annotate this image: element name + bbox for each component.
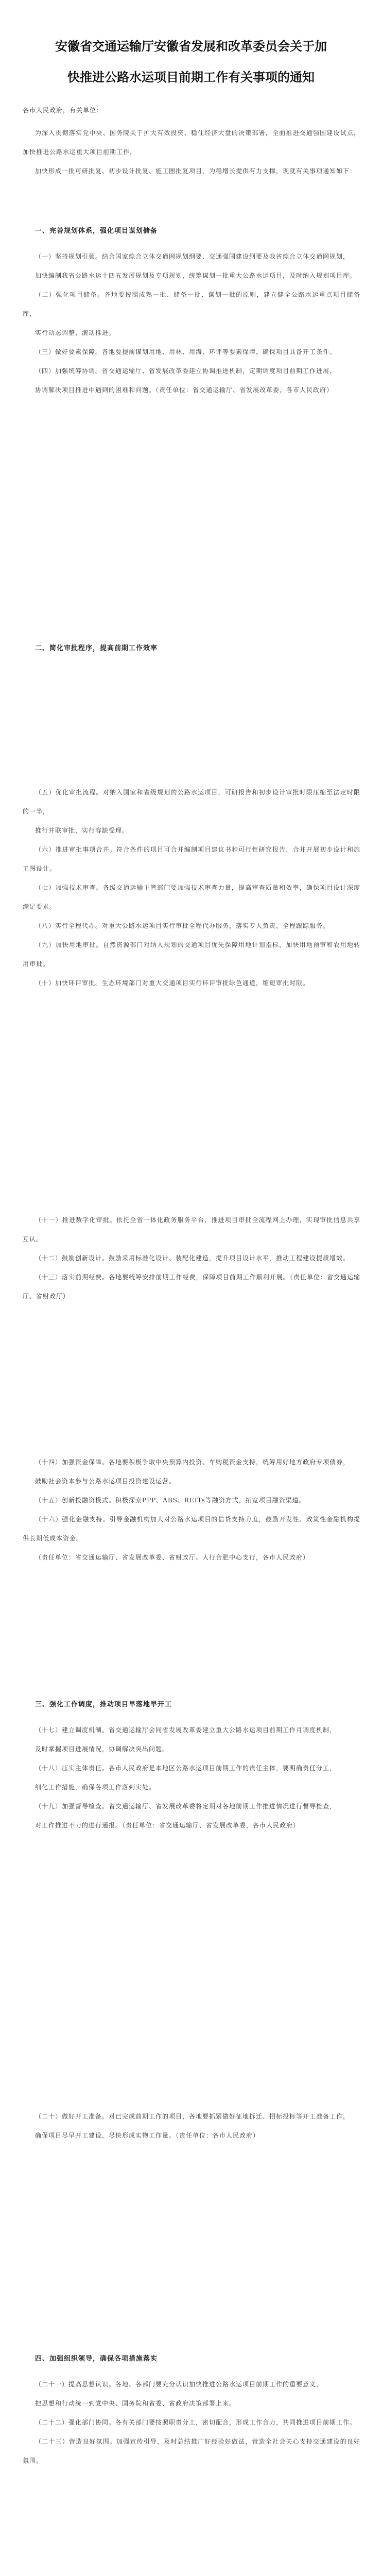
- paragraph: （九）加快用地审批。自然资源部门对纳入规划的交通项目优先保障用地计划指标，加快用地预审和农用地转用审批。: [23, 941, 360, 968]
- paragraph: 协调解决项目推进中遇到的困难和问题。（责任单位：省交通运输厅、省发展改革委，各市人民政府）: [35, 386, 334, 394]
- title-line-2: 快推进公路水运项目前期工作有关事项的通知: [67, 70, 315, 84]
- paragraph: （六）推进审批事项合并。符合条件的项目可合并编制项目建议书和可行性研究报告，合并开展初步设计和施工图设计。: [23, 846, 360, 872]
- paragraph: 把思想和行动统一到党中央、国务院和省委、省政府决策部署上来。: [35, 2400, 236, 2407]
- paragraph: （十四）加强资金保障。各地要积极争取中央预算内投资、车购税资金支持，统筹用好地方政府专项债券，: [35, 1459, 350, 1466]
- paragraph: （十一）推进数字化审批。依托全省一体化政务服务平台，推进项目审批全流程网上办理，实现审批信息共享互认。: [23, 1216, 360, 1243]
- paragraph: 对工作推进不力的进行通报。（责任单位：省交通运输厅、省发展改革委，各市人民政府）: [35, 1822, 300, 1829]
- section-s5: [23, 783, 360, 993]
- section-s6: [23, 1211, 360, 1306]
- paragraph: （八）实行全程代办。对重大公路水运项目实行审批全程代办服务，落实专人负责，全程跟踪服务。: [35, 922, 330, 929]
- paragraph: （十五）创新投融资模式。积极探索PPP、ABS、REITs等融资方式，拓宽项目融资渠道。: [35, 1497, 306, 1504]
- paragraph: （十九）加强督导检查。省交通运输厅、省发展改革委将定期对各地前期工作推进情况进行督导检查，: [35, 1803, 337, 1810]
- section-s10: [23, 2107, 360, 2145]
- paragraph: （一）坚持规划引领。结合国家综合立体交通网规划纲要、交通强国建设纲要及我省综合立体交通网规划，: [35, 253, 350, 260]
- paragraph: 推行并联审批，实行容缺受理。: [35, 827, 129, 834]
- paragraph: （三）做好要素保障。各地要提前谋划用地、用林、用海、环评等要素保障，确保项目具备开工条件。: [35, 348, 337, 355]
- salutation-text: 各市人民政府，有关单位：: [23, 107, 103, 114]
- paragraph: （十六）强化金融支持。引导金融机构加大对公路水运项目的信贷支持力度，鼓励开发性、政策性金融机构提供长期低成本资金。: [23, 1516, 360, 1542]
- paragraph: （十二）鼓励创新设计。鼓励采用标准化设计、装配化建造，提升项目设计水平，推动工程建设提质增效。: [35, 1255, 350, 1262]
- paragraph: 确保项目尽早开工建设，尽快形成实物工作量。（责任单位：各市人民政府）: [35, 2132, 260, 2139]
- paragraph: （十）加快环评审批。生态环境部门对重大交通项目实行环评审批绿色通道，缩短审批时限。: [35, 979, 310, 987]
- heading: 四、加强组织领导，确保各项措施落实: [35, 2355, 158, 2363]
- section-heading-2: [23, 639, 360, 658]
- section-s12: [23, 2375, 360, 2470]
- title-line-1: 安徽省交通运输厅安徽省发展和改革委员会关于加: [55, 39, 327, 54]
- paragraph: （五）优化审批流程。对纳入国家和省级规划的公路水运项目，可研报告和初步设计审批时限压缩至法定时限的一半，: [23, 789, 360, 815]
- paragraph: 鼓励社会资本参与公路水运项目投资建设运营。: [35, 1478, 176, 1485]
- paragraph: 细化工作措施，确保各项工作落到实处。: [35, 1784, 156, 1791]
- paragraph: （二十二）强化部门协同。各有关部门要按照职责分工，密切配合，形成工作合力，共同推进项目前期工作。: [35, 2419, 357, 2426]
- paragraph: （责任单位：省交通运输厅、省发展改革委、省财政厅、人行合肥中心支行，各市人民政府）: [35, 1554, 310, 1561]
- section-s9: [23, 1721, 360, 1835]
- paragraph: （二十一）提高思想认识。各地、各部门要充分认识加快推进公路水运项目前期工作的重要意义，: [35, 2381, 323, 2388]
- paragraph: （四）加强统筹协调。省交通运输厅、省发展改革委建立协调推进机制，定期调度项目前期工作进展，: [35, 367, 337, 375]
- heading: 二、简化审批程序，提高前期工作效率: [35, 645, 158, 652]
- paragraph: 实行动态调整，滚动推进。: [35, 329, 116, 336]
- section-heading-3: [23, 1695, 360, 1714]
- paragraph: 及时掌握项目进展情况，协调解决突出问题。: [35, 1745, 169, 1753]
- paragraph: （十八）压实主体责任。各市人民政府是本地区公路水运项目前期工作的责任主体，要明确责任分工，: [35, 1765, 337, 1772]
- paragraph: （七）加强技术审查。各级交通运输主管部门要加强技术审查力量，提高审查质量和效率，确保项目设计深度满足要求。: [23, 884, 360, 910]
- paragraph: 加快编制我省公路水运十四五发展规划及专项规划，统筹谋划一批重大公路水运项目，及时纳入规划项目库。: [35, 272, 357, 279]
- paragraph: 加快形成一批可研批复、初步设计批复、施工图批复项目，为稳增长提供有力支撑，现就有关事项通知如下：: [35, 167, 357, 175]
- paragraph: （十三）落实前期经费。各地要统筹安排前期工作经费，保障项目前期工作顺利开展。（责任单位：省交通运输厅、省财政厅）: [23, 1274, 360, 1300]
- paragraph: （二十三）营造良好氛围。加强宣传引导，及时总结推广好经验好做法，营造全社会关心支持交通建设的良好氛围。: [23, 2438, 360, 2464]
- section-s1: [23, 124, 360, 181]
- section-heading-1: [23, 222, 360, 241]
- document-title: [0, 31, 382, 93]
- section-heading-4: [23, 2349, 360, 2368]
- section-s7: [23, 1453, 360, 1567]
- heading: 一、完善规划体系，强化项目谋划储备: [35, 227, 158, 235]
- paragraph: （二十）做好开工准备。对已完成前期工作的项目，各地要抓紧做好征地拆迁、招标投标等开工准备工作，: [35, 2113, 350, 2120]
- salutation: [23, 101, 360, 120]
- paragraph: （十七）建立调度机制。省交通运输厅会同省发展改革委建立重大公路水运项目前期工作月调度机制，: [35, 1726, 337, 1734]
- heading: 三、强化工作调度，推动项目早落地早开工: [35, 1701, 172, 1708]
- paragraph: 为深入贯彻落实党中央、国务院关于扩大有效投资、稳住经济大盘的决策部署，全面推进交通强国建设试点，加快推进公路水运重大项目前期工作，: [23, 129, 360, 156]
- section-s3: [23, 247, 360, 400]
- paragraph: （二）强化项目储备。各地要按照成熟一批、储备一批、谋划一批的原则，建立健全公路水运重点项目储备库，: [23, 291, 360, 317]
